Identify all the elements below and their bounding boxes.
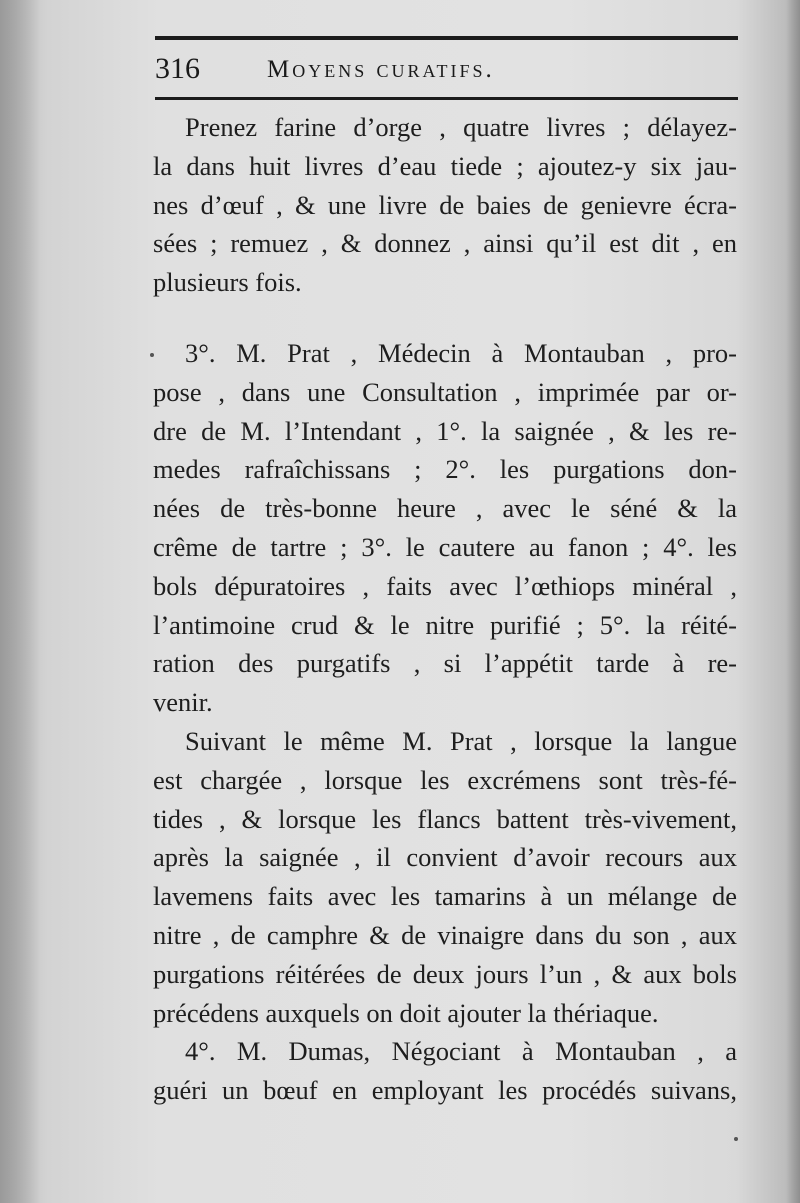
text-line: ration des purgatifs , si l’appétit tarde à re- [153, 648, 737, 679]
text-line: crême de tartre ; 3°. le cautere au fanon ; 4°. les [153, 531, 737, 562]
text-line: 3°. M. Prat , Médecin à Montauban , pro- [185, 337, 737, 368]
text-line: medes rafraîchissans ; 2°. les purgations don- [153, 454, 737, 485]
text-line: venir. [153, 687, 213, 718]
header-rule-top [155, 36, 738, 40]
text-line: Suivant le même M. Prat , lorsque la langue [185, 725, 737, 756]
text-line: l’antimoine crud & le nitre purifié ; 5°. la réité- [153, 609, 737, 640]
spine-shadow [0, 0, 40, 1203]
text-line: nées de très-bonne heure , avec le séné & la [153, 493, 737, 524]
paragraph [153, 1032, 737, 1110]
text-line: nitre , de camphre & de vinaigre dans du son , aux [153, 919, 737, 950]
text-line: Prenez farine d’orge , quatre livres ; délayez- [185, 112, 737, 142]
paragraph [153, 108, 737, 302]
paragraph [153, 722, 737, 1032]
page-edge-shadow [786, 0, 800, 1203]
text-line: tides , & lorsque les flancs battent très-vivement, [153, 803, 737, 834]
ink-speck [734, 1137, 738, 1141]
text-line: plusieurs fois. [153, 267, 302, 298]
text-line: nes d’œuf , & une livre de baies de genievre écra- [153, 189, 737, 220]
text-line: bols dépuratoires , faits avec l’œthiops minéral , [153, 570, 737, 601]
paragraph [153, 334, 737, 722]
text-line: 4°. M. Dumas, Négociant à Montauban , a [185, 1036, 737, 1067]
header-rule-bottom [155, 97, 738, 100]
text-line: lavemens faits avec les tamarins à un mélange de [153, 881, 737, 912]
text-line: purgations réitérées de deux jours l’un , & aux bols [153, 958, 737, 989]
running-head [155, 50, 738, 90]
running-title: Moyens curatifs. [267, 56, 495, 83]
text-line: est chargée , lorsque les excrémens sont très-fé- [153, 764, 737, 795]
text-line: précédens auxquels on doit ajouter la thériaque. [153, 997, 659, 1028]
text-line: guéri un bœuf en employant les procédés suivans, [153, 1075, 737, 1106]
paragraph-gap [153, 302, 737, 334]
body-text [153, 108, 737, 1110]
text-line: pose , dans une Consultation , imprimée par or- [153, 376, 737, 407]
ink-speck [150, 353, 154, 357]
text-line: dre de M. l’Intendant , 1°. la saignée , & les re- [153, 415, 737, 446]
text-line: sées ; remuez , & donnez , ainsi qu’il est dit , en [153, 228, 737, 259]
text-line: la dans huit livres d’eau tiede ; ajoutez-y six jau- [153, 150, 737, 181]
text-line: après la saignée , il convient d’avoir recours aux [153, 842, 737, 873]
page-number: 316 [155, 52, 200, 85]
